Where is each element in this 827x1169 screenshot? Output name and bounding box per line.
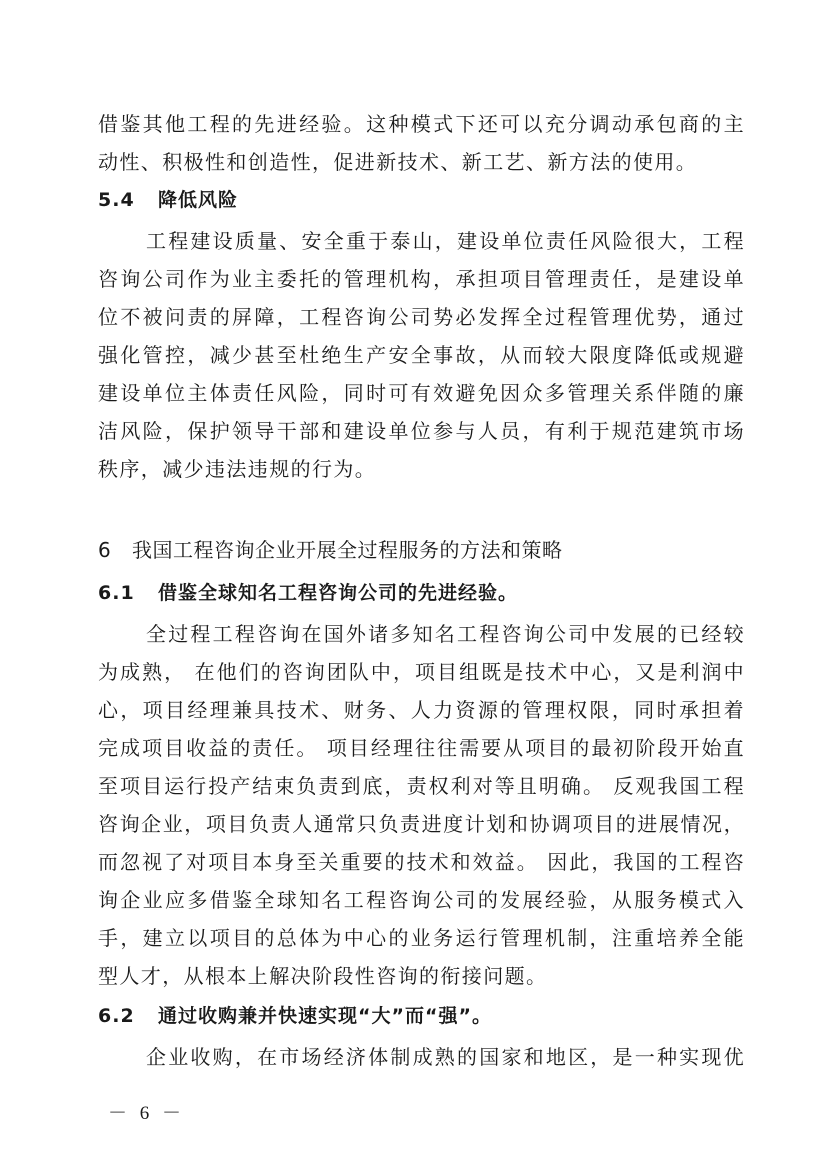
paragraph-line: 完成项目收益的责任。 项目经理往往需要从项目的最初阶段开始直 bbox=[98, 736, 745, 760]
paragraph-line: 动性、积极性和创造性，促进新技术、新工艺、新方法的使用。 bbox=[98, 150, 698, 174]
paragraph-line: 企业收购，在市场经济体制成熟的国家和地区，是一种实现优 bbox=[146, 1045, 745, 1069]
chapter-number: 6 bbox=[98, 538, 112, 562]
section-number: 5.4 bbox=[98, 189, 135, 211]
paragraph-line: 咨询企业，项目负责人通常只负责进度计划和协调项目的进展情况， bbox=[98, 812, 745, 836]
section-heading-6-1 bbox=[98, 579, 745, 607]
paragraph-line: 建设单位主体责任风险，同时可有效避免因众多管理关系伴随的廉 bbox=[98, 381, 745, 405]
paragraph-line: 心，项目经理兼具技术、财务、人力资源的管理权限，同时承担着 bbox=[98, 698, 745, 722]
section-title: 降低风险 bbox=[158, 189, 239, 211]
paragraph-line: 至项目运行投产结束负责到底，责权利对等且明确。 反观我国工程 bbox=[98, 774, 745, 798]
section-number: 6.2 bbox=[98, 1005, 135, 1027]
paragraph-line: 洁风险，保护领导干部和建设单位参与人员，有利于规范建筑市场 bbox=[98, 419, 745, 443]
paragraph-line: 手，建立以项目的总体为中心的业务运行管理机制，注重培养全能 bbox=[98, 926, 745, 950]
paragraph-line: 工程建设质量、安全重于泰山，建设单位责任风险很大，工程 bbox=[146, 229, 745, 253]
paragraph-line: 咨询公司作为业主委托的管理机构，承担项目管理责任，是建设单 bbox=[98, 267, 745, 291]
paragraph-line: 型人才，从根本上解决阶段性咨询的衔接问题。 bbox=[98, 964, 548, 988]
paragraph-line: 强化管控，减少甚至杜绝生产安全事故，从而较大限度降低或规避 bbox=[98, 343, 745, 367]
paragraph-line: 询企业应多借鉴全球知名工程咨询公司的发展经验，从服务模式入 bbox=[98, 888, 745, 912]
paragraph-line: 借鉴其他工程的先进经验。这种模式下还可以充分调动承包商的主 bbox=[98, 112, 745, 136]
chapter-heading-6 bbox=[98, 536, 745, 564]
section-number: 6.1 bbox=[98, 582, 135, 604]
section-title: 通过收购兼并快速实现“大”而“强”。 bbox=[158, 1005, 492, 1027]
section-heading-5-4 bbox=[98, 186, 745, 214]
paragraph-line: 而忽视了对项目本身至关重要的技术和效益。 因此，我国的工程咨 bbox=[98, 850, 745, 874]
page-number: － 6 － bbox=[108, 1103, 186, 1124]
chapter-title: 我国工程咨询企业开展全过程服务的方法和策略 bbox=[132, 538, 563, 562]
paragraph-line: 秩序，减少违法违规的行为。 bbox=[98, 457, 377, 481]
paragraph-line: 全过程工程咨询在国外诸多知名工程咨询公司中发展的已经较 bbox=[146, 622, 745, 646]
section-title: 借鉴全球知名工程咨询公司的先进经验。 bbox=[158, 582, 519, 604]
paragraph-line: 为成熟， 在他们的咨询团队中，项目组既是技术中心，又是利润中 bbox=[98, 660, 745, 684]
section-heading-6-2 bbox=[98, 1002, 745, 1030]
paragraph-line: 位不被问责的屏障，工程咨询公司势必发挥全过程管理优势，通过 bbox=[98, 305, 745, 329]
